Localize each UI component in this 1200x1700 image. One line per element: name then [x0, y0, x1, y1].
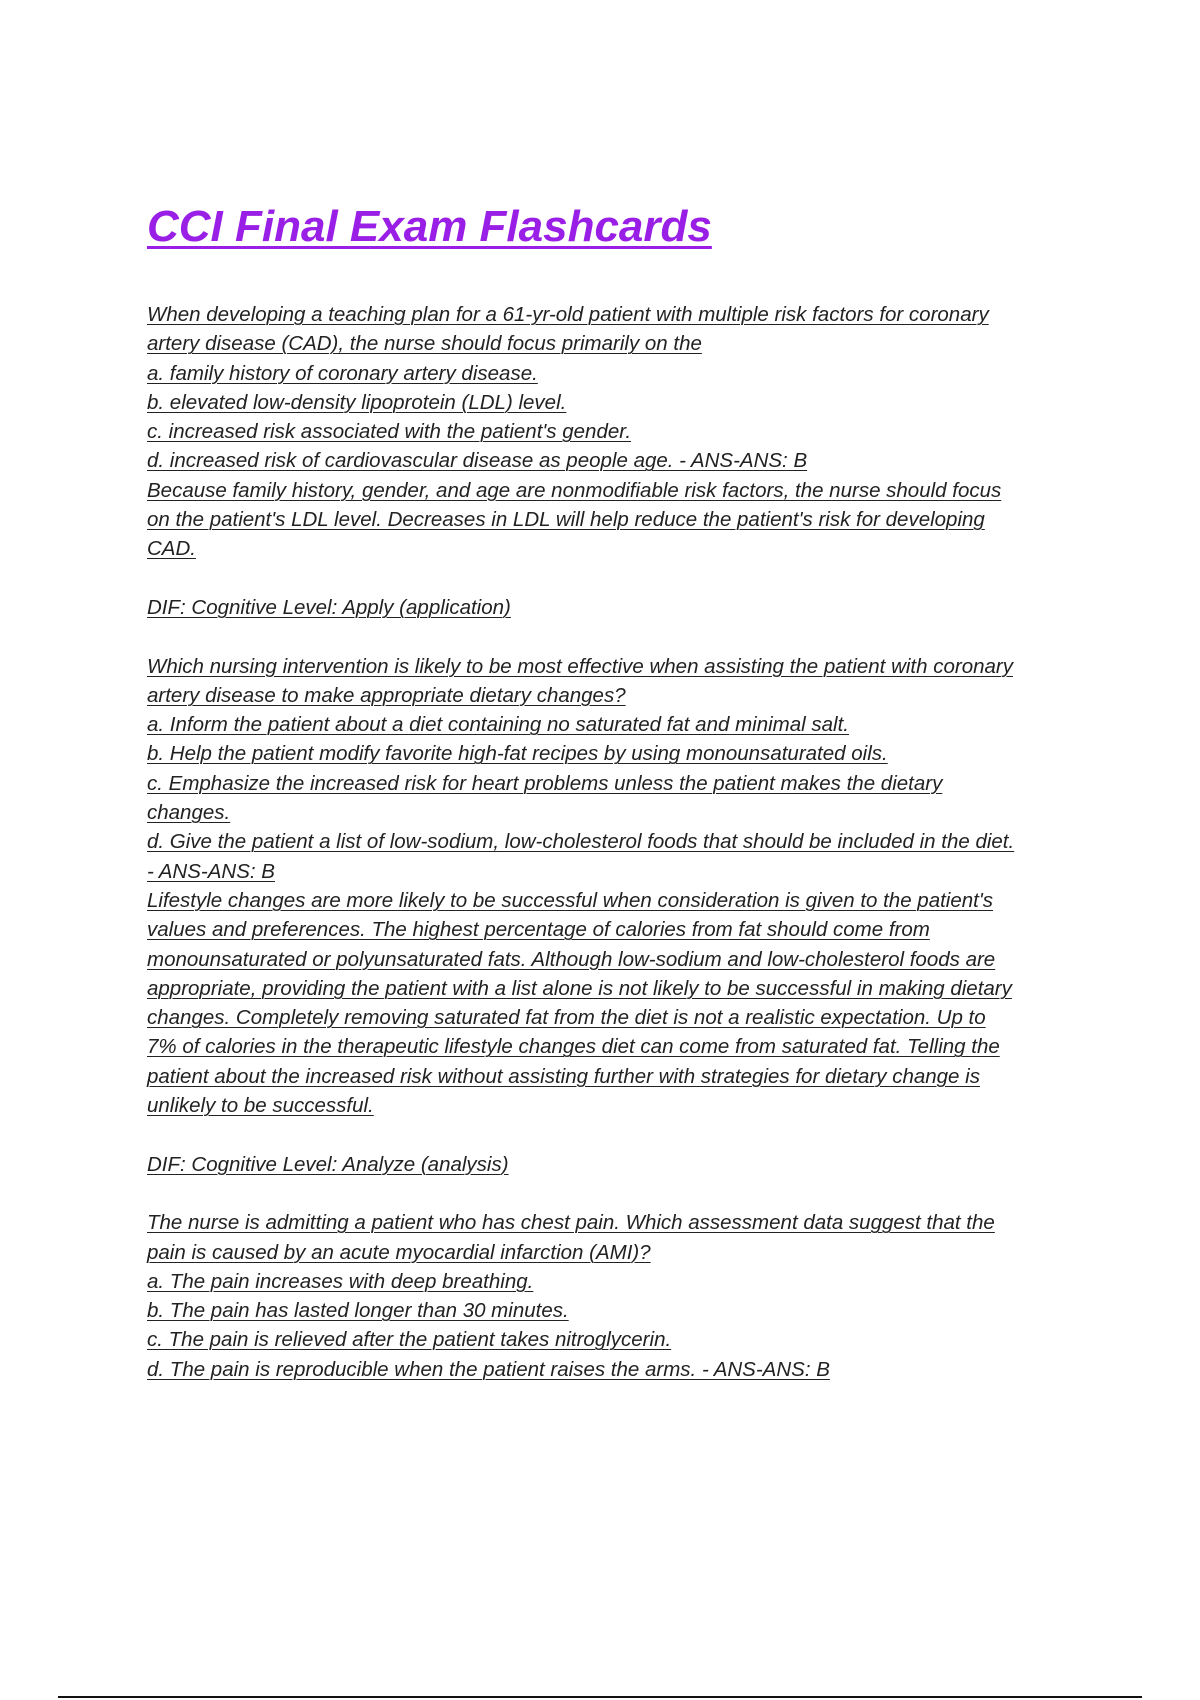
question-line: Which nursing intervention is likely to be most effective when assisting the patient with coronary	[147, 654, 1013, 678]
page-title: CCI Final Exam Flashcards	[147, 202, 712, 251]
answer-option-with-key: d. Give the patient a list of low-sodium, low-cholesterol foods that should be included in the diet.	[147, 830, 1015, 854]
difficulty-level: DIF: Cognitive Level: Apply (application)	[147, 595, 511, 619]
rationale-line: unlikely to be successful.	[147, 1094, 374, 1118]
rationale-line: values and preferences. The highest percentage of calories from fat should come from	[147, 918, 930, 942]
rationale-line: appropriate, providing the patient with a list alone is not likely to be successful in making dietary	[147, 976, 1012, 1000]
rationale-line: 7% of calories in the therapeutic lifestyle changes diet can come from saturated fat. Telling the	[147, 1035, 1000, 1059]
flashcard-3	[147, 1208, 1087, 1384]
rationale-line: Lifestyle changes are more likely to be successful when consideration is given to the patient's	[147, 888, 994, 912]
question-line: When developing a teaching plan for a 61-yr-old patient with multiple risk factors for coronary	[147, 303, 989, 326]
answer-option: a. family history of coronary artery disease.	[147, 361, 538, 385]
spacer	[147, 1120, 1087, 1149]
flashcard-content	[147, 300, 1087, 1384]
question-line: artery disease (CAD), the nurse should focus primarily on the	[147, 332, 702, 356]
rationale-line: changes. Completely removing saturated fat from the diet is not a realistic expectation. Up to	[147, 1006, 986, 1030]
rationale-line: CAD.	[147, 537, 196, 561]
answer-key: - ANS-ANS: B	[147, 859, 275, 883]
question-line: artery disease to make appropriate dietary changes?	[147, 683, 626, 707]
spacer	[147, 622, 1087, 651]
footer-divider	[58, 1696, 1142, 1698]
question-line: The nurse is admitting a patient who has chest pain. Which assessment data suggest that the	[147, 1211, 995, 1235]
difficulty-level: DIF: Cognitive Level: Analyze (analysis)	[147, 1152, 509, 1176]
answer-option-with-key: d. increased risk of cardiovascular disease as people age. - ANS-ANS: B	[147, 449, 808, 473]
answer-option: c. increased risk associated with the patient's gender.	[147, 420, 632, 444]
flashcard-2	[147, 652, 1087, 1209]
rationale-line: Because family history, gender, and age are nonmodifiable risk factors, the nurse should focus	[147, 478, 1002, 502]
answer-option: c. Emphasize the increased risk for heart problems unless the patient makes the dietary	[147, 771, 943, 795]
answer-option: b. elevated low-density lipoprotein (LDL) level.	[147, 390, 567, 414]
rationale-line: on the patient's LDL level. Decreases in LDL will help reduce the patient's risk for developing	[147, 508, 985, 532]
answer-option: a. The pain increases with deep breathing.	[147, 1269, 534, 1293]
spacer	[147, 1179, 1087, 1208]
rationale-line: monounsaturated or polyunsaturated fats. Although low-sodium and low-cholesterol foods are	[147, 947, 996, 971]
answer-option: b. Help the patient modify favorite high-fat recipes by using monounsaturated oils.	[147, 742, 888, 766]
rationale-line: patient about the increased risk without assisting further with strategies for dietary change is	[147, 1064, 980, 1088]
answer-option: c. The pain is relieved after the patient takes nitroglycerin.	[147, 1328, 672, 1352]
answer-option: b. The pain has lasted longer than 30 minutes.	[147, 1299, 569, 1323]
spacer	[147, 564, 1087, 593]
answer-option: changes.	[147, 801, 231, 825]
flashcard-1	[147, 300, 1087, 652]
answer-option: a. Inform the patient about a diet containing no saturated fat and minimal salt.	[147, 713, 849, 737]
question-line: pain is caused by an acute myocardial infarction (AMI)?	[147, 1240, 651, 1264]
answer-option-with-key: d. The pain is reproducible when the patient raises the arms. - ANS-ANS: B	[147, 1357, 830, 1381]
